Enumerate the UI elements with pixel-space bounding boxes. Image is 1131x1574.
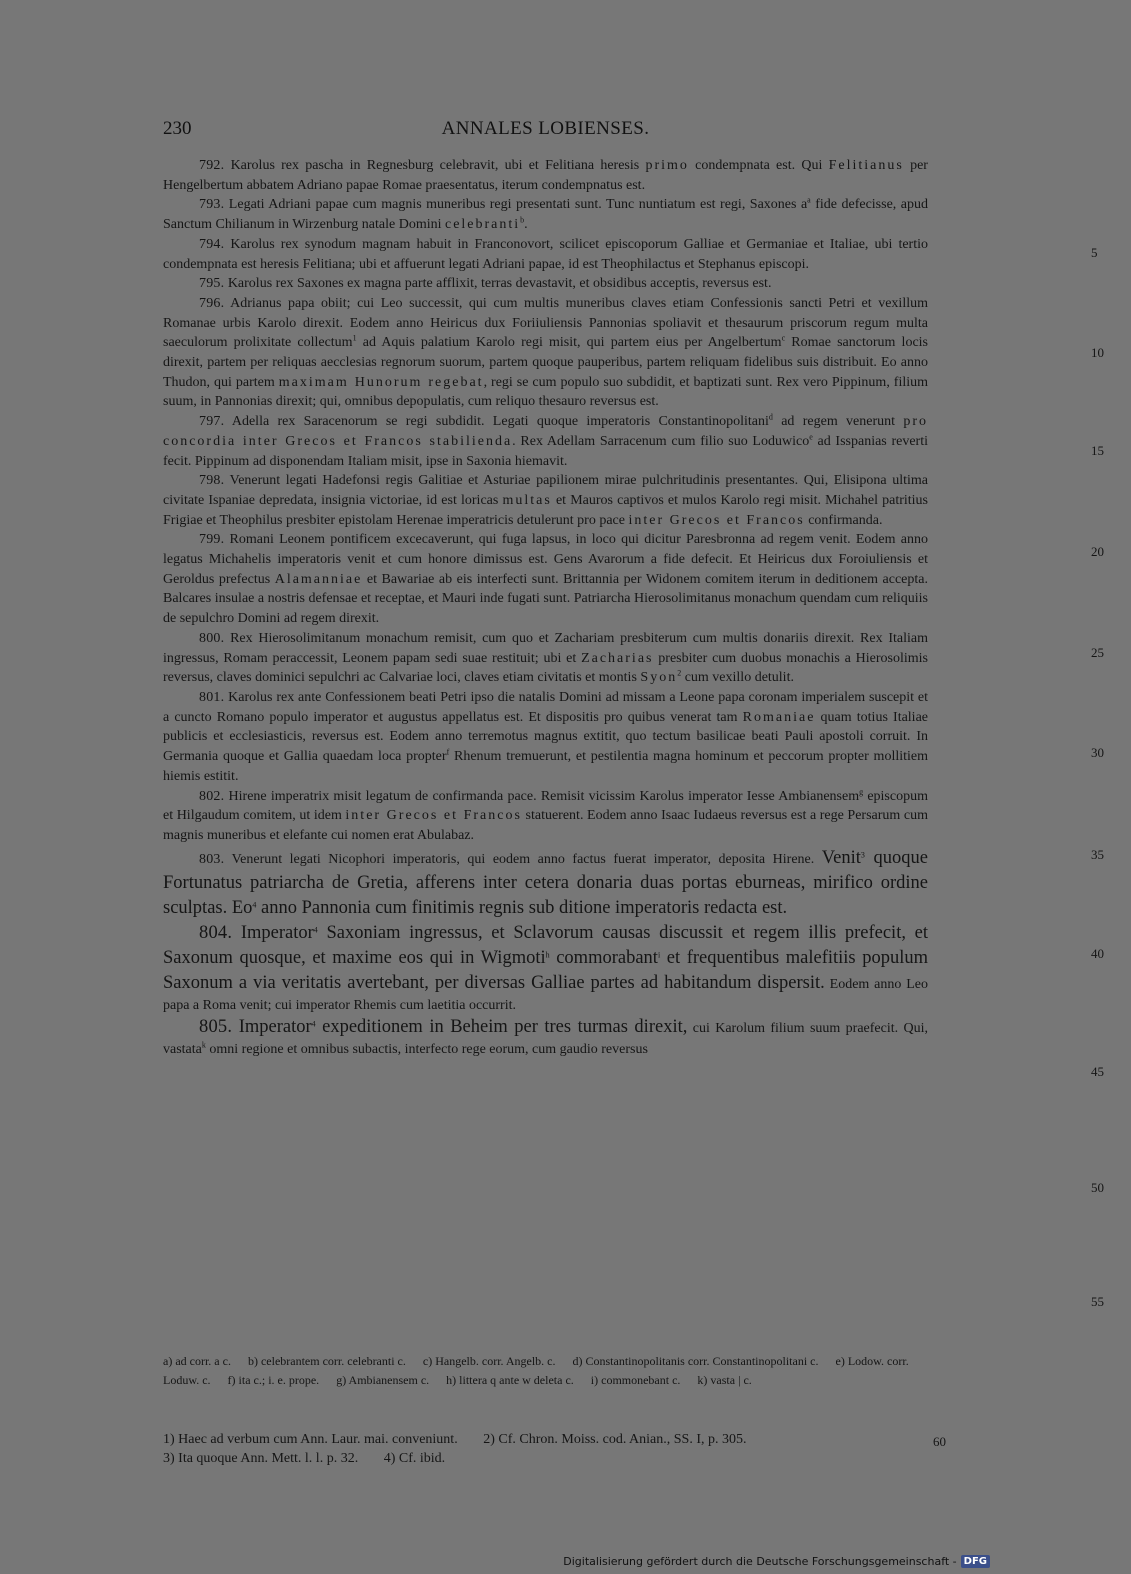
annal-entry — [163, 530, 928, 629]
annal-entry — [163, 235, 928, 274]
text-segment: multas — [502, 492, 552, 508]
note-marker: g — [859, 786, 864, 796]
text-segment: Romaniae — [742, 709, 816, 725]
entry-year: 802. — [199, 788, 225, 804]
annals-text — [163, 156, 1104, 1309]
entry-year: 805. — [199, 1017, 233, 1038]
entry-year: 795. — [199, 276, 225, 292]
text-segment: celebranti — [444, 217, 521, 233]
text-segment: Venerunt legati Hadefonsi regis Galitiae et Asturiae papilionem mirae pulchritudinis presentantes. Qui, Elisipona ultima civitate Ispaniae depredata, insignia victoriae, id est loricas — [163, 473, 928, 508]
text-segment: condempnata est. Qui — [688, 158, 829, 173]
line-number: 35 — [1091, 847, 1104, 862]
text-segment: per Hengelbertum abbatem Adriano papae Romae praesentatus, iterum condempnatus est. — [163, 158, 928, 193]
text-segment: , regi se cum populo suo subdidit, et baptizati sunt. Rex vero Pippinum, filium suum, in Pannonias direxit; qui, omnibus depopulatis, cum reliquo thesauro reversus est. — [163, 374, 929, 410]
text-segment: ad Aquis palatium Karolo regi misit, qui partem eius per Angelbertum — [356, 335, 782, 351]
text-segment: . — [524, 217, 528, 233]
text-segment: Adella rex Saracenorum se regi subdidit. Legati quoque imperatoris Constantinopolitani — [224, 414, 769, 430]
note-marker: 4 — [311, 1019, 316, 1029]
page-header — [163, 118, 928, 148]
line-number: 40 — [1091, 946, 1104, 961]
text-segment: et Bawariae ab eis interfecti sunt. Brittannia per Widonem comitem iterum in deditionem accepta. Balcares insulae a nostris defensae et receptae, et Mauri inde fugati sunt. Patriarcha Hierosolimitanus monachum quendam cum reliquiis de sepulchro Domini ad regem direxit. — [163, 571, 928, 627]
text-segment: Imperator — [232, 922, 314, 943]
note-marker: 2 — [677, 668, 682, 678]
note-marker: 3 — [860, 849, 865, 859]
line-number: 10 — [1091, 345, 1104, 360]
entry-year: 793. — [199, 197, 225, 213]
critical-note: c) Hangelb. corr. Angelb. c. — [422, 1354, 556, 1368]
critical-note: g) Ambianensem c. — [336, 1373, 430, 1387]
note-marker: e — [809, 432, 813, 442]
line-number: 15 — [1091, 443, 1104, 458]
note-marker: 4 — [313, 924, 318, 934]
annal-entry — [163, 1015, 928, 1060]
note-marker: i — [657, 949, 661, 959]
critical-note: b) celebrantem corr. celebranti c. — [247, 1354, 406, 1368]
critical-note: f) ita c.; i. e. prope. — [227, 1373, 320, 1387]
critical-note: a) ad corr. a c. — [163, 1354, 231, 1368]
text-segment: omni regione et omnibus subactis, interfecto rege eorum, cum gaudio reversus — [205, 1042, 648, 1058]
text-segment: cum vexillo detulit. — [681, 670, 794, 686]
text-segment: cui Karolum filium suum praefecit. Qui, vastata — [163, 1021, 928, 1058]
annal-entry — [163, 787, 928, 846]
text-segment: Eodem anno Leo papa a Roma venit; cui imperator Rhemis cum laetitia occurrit. — [163, 976, 929, 1013]
text-segment: pro concordia inter Grecos et Francos stabilienda — [163, 414, 928, 449]
note-marker: 4 — [252, 899, 257, 909]
page-number: 230 — [163, 118, 192, 139]
text-segment: ad regem venerunt — [772, 414, 904, 430]
text-segment: et frequentibus malefitiis populum Saxonum a via veritatis avertebant, per diversas Galliae partes ad habitandum dispersit. — [163, 947, 928, 993]
text-segment: Karolus rex Saxones ex magna parte afflixit, terras devastavit, et obsidibus acceptis, reversus est. — [224, 276, 772, 292]
critical-note: d) Constantinopolitanis corr. Constantinopolitani c. — [572, 1354, 819, 1368]
text-segment: . Rex Adellam Sarracenum cum filio suo Loduwico — [512, 433, 810, 449]
note-marker: a — [807, 195, 811, 205]
entry-year: 804. — [199, 922, 233, 943]
footer-credit: Digitalisierung gefördert durch die Deutsche Forschungsgemeinschaft - — [563, 1555, 957, 1568]
text-segment: Hirene imperatrix misit legatum de confirmanda pace. Remisit vicissim Karolus imperator Iesse Ambianensem — [224, 788, 860, 804]
text-segment: Legati Adriani papae cum magnis muneribus regi presentati sunt. Tunc nuntiatum est regi, Saxones a — [224, 197, 808, 213]
text-segment: expeditionem in Beheim per tres turmas direxit, — [315, 1017, 688, 1038]
entry-year: 800. — [199, 630, 225, 646]
annal-entry — [163, 629, 928, 688]
line-number: 5 — [1091, 245, 1098, 260]
text-segment: Karolus rex pascha in Regnesburg celebravit, ubi et Felitiana heresis — [224, 158, 646, 173]
source-note: 2) Cf. Chron. Moiss. cod. Anian., SS. I, p. 305. — [483, 1432, 747, 1447]
annal-entry — [163, 412, 928, 471]
running-head: ANNALES LOBIENSES. — [441, 118, 650, 139]
text-segment: Karolus rex ante Confessionem beati Petri ipso die natalis Domini ad missam a Leone papa coronam imperialem suscepit et a cuncto Romano populo imperator et augustus appellatus est. Et dispositis pro quibus venerat tam — [163, 689, 928, 725]
annal-entry — [163, 274, 928, 294]
text-segment: quam totius Italiae publicis et ecclesiasticis, reversus est. Eodem anno terremotus magnus extitit, quo tectum basilicae beati Pauli apostoli corruit. In Germania quoque et Gallia quaedam loca propter — [163, 709, 928, 765]
text-segment: et Mauros captivos et mulos Karolo regi misit. Michahel patritius Frigiae et Theophilus presbiter epistolam Herenae imperatricis detulerunt pro pace — [163, 492, 929, 528]
note-marker: k — [201, 1040, 206, 1050]
critical-note: e) Lodow. corr. Loduw. c. — [163, 1354, 909, 1387]
note-marker: 1 — [352, 333, 357, 343]
text-segment: episcopum et Hilgaudum comitem, ut idem — [163, 788, 928, 824]
text-segment: Zacharias — [581, 650, 654, 666]
source-note: 1) Haec ad verbum cum Ann. Laur. mai. conveniunt. — [163, 1432, 458, 1447]
note-marker: d — [768, 412, 773, 422]
text-segment: quoque Fortunatus patriarcha de Gretia, afferens inter cetera donaria duas portas eburneas, mirifico ordine sculptas. Eo — [163, 847, 928, 918]
source-notes — [163, 1430, 953, 1468]
entry-year: 794. — [199, 236, 225, 252]
annal-entry — [163, 921, 928, 1016]
text-segment: presbiter cum duobus monachis a Hierosolimis reversus, claves dominici sepulchri ac Calvariae loci, claves etiam civitatis et montis — [163, 650, 929, 686]
text-segment: Romae sanctorum locis direxit, partem per reliquas aecclesias regnorum suorum, partem quoque pauperibus, partem reliquam fidelibus suis distribuit. Eo anno Thudon, qui partem — [163, 335, 928, 390]
text-segment: inter Grecos et Francos — [345, 808, 522, 824]
text-segment: ad Isspanias reverti fecit. Pippinum ad disponendam Italiam misit, ipse in Saxonia hiemavit. — [163, 433, 928, 469]
annal-entry — [163, 195, 928, 234]
critical-note: h) littera q ante w deleta c. — [446, 1373, 574, 1387]
note-marker: b — [520, 215, 525, 225]
line-number: 45 — [1091, 1064, 1104, 1079]
entry-year: 801. — [199, 689, 225, 705]
text-segment: fide defecisse, apud Sanctum Chilianum in Wirzenburg natale Domini — [163, 197, 928, 233]
text-segment: Karolus rex synodum magnam habuit in Franconovort, scilicet episcoporum Galliae et Germaniae et Italiae, ubi tertio condempnata est heresis Felitiana; ubi et affuerunt legati Adriani papae, id est Theophilactus et Stephanus episcopi. — [163, 236, 928, 272]
text-segment: Felitianus — [828, 158, 904, 173]
text-segment: Venit — [821, 847, 861, 868]
text-segment: primo — [645, 158, 689, 173]
text-segment: Imperator — [232, 1017, 312, 1038]
dfg-logo-icon: DFG — [961, 1555, 990, 1568]
text-segment: Romani Leonem pontificem excecaverunt, qui fuga lapsus, in loco qui dicitur Paresbronna ad regem venit. Eodem anno legatus Michahelis imperatoris venit et cum honore dimissus est. Gens Avarorum a fide defecit. Et Heiricus dux Foroiuliensis et Geroldus prefectus — [163, 532, 928, 587]
line-number: 20 — [1091, 544, 1104, 559]
annal-entry — [163, 846, 928, 921]
critical-note: i) commonebant c. — [590, 1373, 681, 1387]
entry-year: 792. — [199, 158, 225, 173]
source-note: 3) Ita quoque Ann. Mett. l. l. p. 32. — [163, 1451, 359, 1466]
text-segment: inter Grecos et Francos — [628, 512, 805, 528]
critical-apparatus — [163, 1352, 928, 1390]
text-segment: Rex Hierosolimitanum monachum remisit, cum quo et Zachariam presbiterum cum multis donariis direxit. Rex Italiam ingressus, Romam peraccessit, Leonem papam sedi suae restituit; ubi et — [163, 630, 928, 666]
entry-year: 798. — [199, 473, 225, 489]
line-number: 55 — [1091, 1294, 1104, 1309]
source-note: 4) Cf. ibid. — [383, 1451, 446, 1466]
line-number: 25 — [1091, 645, 1104, 660]
text-segment: commorabant — [549, 947, 658, 968]
entry-year: 797. — [199, 414, 225, 430]
annal-entry — [163, 688, 928, 787]
text-segment: maximam Hunorum regebat — [278, 374, 484, 390]
entry-year: 799. — [199, 532, 225, 548]
text-segment: Saxoniam ingressus, et Sclavorum causas discussit et regem illis prefecit, et Saxonum quosque, et maxime eos qui in Wigmoti — [163, 922, 928, 968]
entry-year: 803. — [199, 851, 225, 867]
text-segment: anno Pannonia cum finitimis regnis sub ditione imperatoris redacta est. — [256, 897, 788, 918]
entry-year: 796. — [199, 295, 225, 311]
line-number: 60 — [933, 1434, 946, 1449]
text-segment: confirmanda. — [804, 512, 883, 528]
critical-note: k) vasta | c. — [697, 1373, 752, 1387]
line-number: 50 — [1091, 1180, 1104, 1195]
note-marker: h — [545, 949, 550, 959]
text-segment: statuerent. Eodem anno Isaac Iudaeus reversus est a rege Persarum cum magnis muneribus et elefante cui nomen erat Abulabaz. — [163, 808, 928, 843]
annal-entry — [163, 294, 928, 412]
annal-entry — [163, 156, 928, 195]
note-marker: f — [446, 747, 450, 757]
text-segment: Venerunt legati Nicophori imperatoris, qui eodem anno factus fuerat imperator, deposita Hirene. — [224, 851, 822, 867]
line-number: 30 — [1091, 745, 1104, 760]
text-segment: Rhenum tremuerunt, et pestilentia magna hominum et peccorum propter mollitiem hiemis estitit. — [163, 749, 928, 784]
text-segment: Adrianus papa obiit; cui Leo successit, qui cum multis muneribus claves etiam Confessionis sancti Petri et vexillum Romanae urbis Karolo direxit. Eodem anno Heiricus dux Foriiuliensis Pannonias spoliavit et thesaurum priscorum regum multa saeculorum prolixitate collectum — [163, 295, 928, 351]
note-marker: c — [781, 333, 786, 343]
footer — [563, 1555, 990, 1568]
text-segment: Alamanniae — [274, 571, 363, 587]
text-segment: Syon — [640, 670, 678, 686]
annal-entry — [163, 471, 928, 530]
